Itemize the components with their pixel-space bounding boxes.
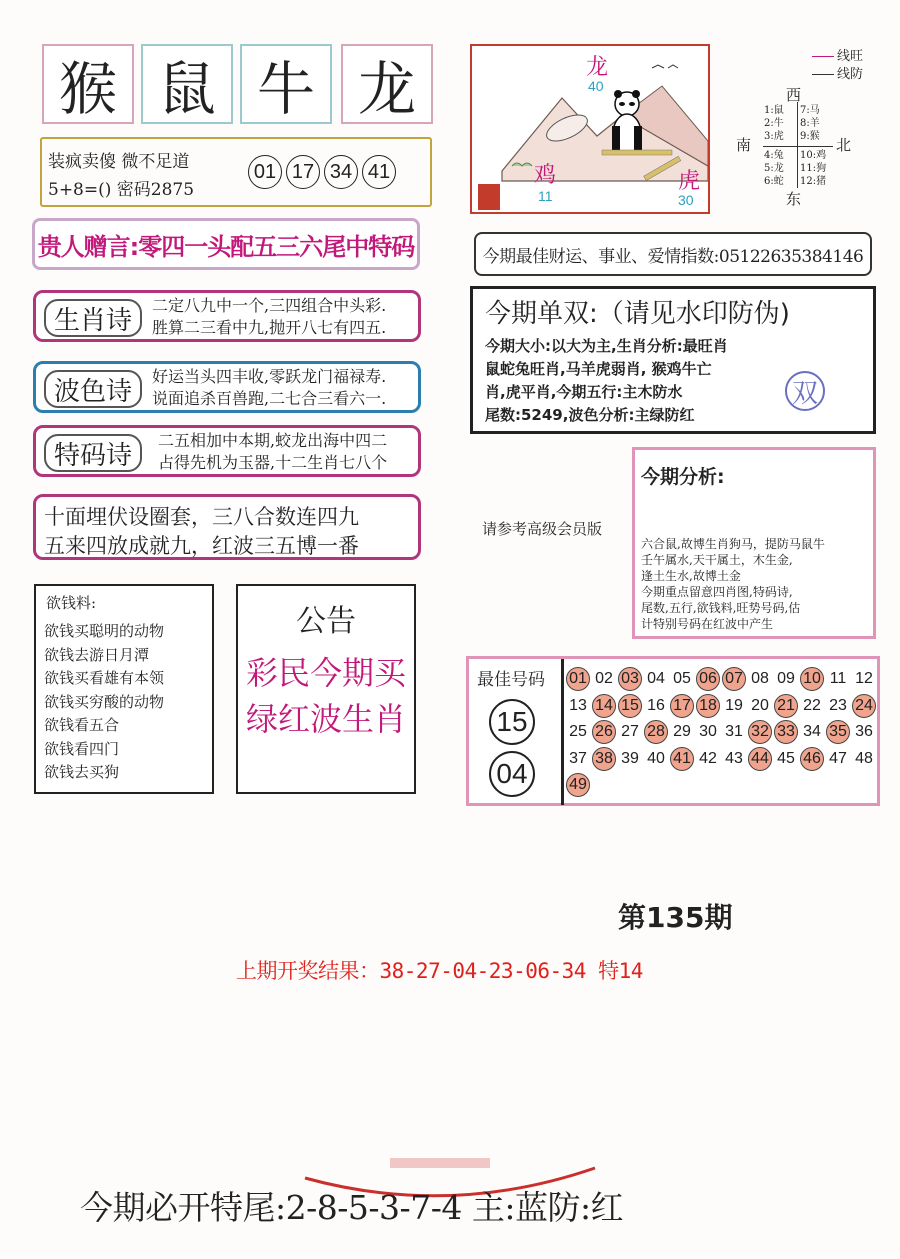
highlighted-number: 03 bbox=[618, 667, 642, 691]
highlighted-number: 01 bbox=[566, 667, 590, 691]
compass-item: 7:马 bbox=[800, 105, 820, 116]
compass-item: 1:鼠 bbox=[764, 105, 784, 116]
money-item: 欲钱买聪明的动物 bbox=[44, 622, 165, 640]
zodiac-char: 猴 bbox=[58, 55, 117, 123]
number: 04 bbox=[647, 670, 665, 687]
red-line-swatch bbox=[812, 56, 834, 57]
compass-v-line bbox=[797, 102, 798, 188]
highlighted-number: 28 bbox=[644, 720, 668, 744]
zodiac-box-4 bbox=[341, 44, 433, 124]
single-double-line: 肖,虎平肖,今期五行:主木防水 bbox=[485, 383, 683, 401]
analysis-line: 逢土生水,故博土金 bbox=[641, 569, 741, 583]
compass-item: 3:虎 bbox=[764, 131, 784, 142]
number: 25 bbox=[569, 723, 587, 740]
number: 34 bbox=[803, 723, 821, 740]
zodiac-char: 鼠 bbox=[157, 55, 216, 123]
poem-line: 二五相加中本期,蛟龙出海中四二 bbox=[158, 431, 388, 450]
fake-number: 34 bbox=[324, 155, 358, 189]
analysis-box bbox=[632, 447, 876, 639]
highlighted-number: 26 bbox=[592, 720, 616, 744]
fake-line-2: 5+8=() 密码2875 bbox=[48, 180, 195, 200]
number: 43 bbox=[725, 749, 743, 767]
dragon-label: 龙 bbox=[586, 55, 609, 80]
compass-item: 2:牛 bbox=[764, 118, 784, 129]
number-grid-row bbox=[566, 773, 878, 800]
single-double-line: 今期大小:以大为主,生肖分析:最旺肖 bbox=[485, 337, 728, 355]
tiger-label: 虎 bbox=[678, 169, 701, 194]
analysis-line: 计特别号码在红波中产生 bbox=[641, 617, 774, 631]
number-grid bbox=[561, 659, 879, 805]
money-item: 欲钱去买狗 bbox=[44, 763, 120, 781]
zodiac-box-1 bbox=[42, 44, 134, 124]
number: 11 bbox=[829, 670, 847, 687]
poem-special bbox=[33, 425, 421, 477]
fake-numbers bbox=[248, 155, 400, 189]
compass-item: 11:狗 bbox=[800, 163, 827, 174]
legend-prosper bbox=[812, 48, 863, 66]
number: 20 bbox=[751, 696, 769, 714]
best-numbers-label: 最佳号码 bbox=[477, 670, 545, 690]
member-note: 请参考高级会员版 bbox=[482, 520, 603, 538]
best-pick: 04 bbox=[489, 751, 535, 797]
single-double-line: 尾数:5249,波色分析:主绿防红 bbox=[485, 406, 695, 424]
gift-text: 贵人赠言:零四一头配五三六尾中特码 bbox=[37, 232, 415, 261]
compass-item: 6:蛇 bbox=[764, 176, 784, 187]
analysis-body bbox=[641, 536, 825, 632]
best-numbers-box bbox=[466, 656, 880, 806]
poem-line: 说面追杀百兽跑,二七合三看六一. bbox=[152, 389, 387, 408]
compass-item: 10:鸡 bbox=[800, 150, 827, 161]
compass-h-line bbox=[763, 146, 833, 147]
fake-number: 41 bbox=[362, 155, 396, 189]
line-legend bbox=[812, 48, 863, 84]
number: 42 bbox=[699, 749, 717, 767]
fake-number: 01 bbox=[248, 155, 282, 189]
number: 02 bbox=[595, 670, 613, 687]
number-grid-row bbox=[566, 694, 878, 721]
single-double-body bbox=[485, 335, 728, 427]
highlighted-number: 18 bbox=[696, 694, 720, 718]
ten-faces-line: 五来四放成就九，红波三五博一番 bbox=[44, 534, 359, 558]
number: 12 bbox=[855, 670, 873, 687]
highlighted-number: 21 bbox=[774, 694, 798, 718]
money-item: 欲钱买穷酸的动物 bbox=[44, 692, 165, 711]
analysis-line: 尾数,五行,欲钱料,旺势号码,估 bbox=[641, 601, 801, 615]
compass-item: 5:龙 bbox=[764, 163, 784, 174]
money-item: 欲钱去游日月潭 bbox=[44, 645, 150, 664]
compass-item: 4:兔 bbox=[764, 150, 784, 161]
highlighted-number: 38 bbox=[592, 747, 616, 771]
number: 36 bbox=[855, 723, 873, 740]
highlighted-number: 46 bbox=[800, 747, 824, 771]
number: 09 bbox=[777, 670, 795, 687]
poem-color bbox=[33, 361, 421, 413]
highlighted-number: 33 bbox=[774, 720, 798, 744]
number-grid-rows bbox=[566, 667, 878, 800]
compass-top-left bbox=[764, 104, 784, 143]
compass bbox=[736, 84, 860, 208]
number: 19 bbox=[725, 696, 743, 714]
number: 47 bbox=[829, 749, 847, 767]
number: 08 bbox=[751, 670, 769, 687]
money-list bbox=[44, 620, 164, 785]
highlighted-number: 14 bbox=[592, 694, 616, 718]
highlighted-number: 32 bbox=[748, 720, 772, 744]
compass-item: 8:羊 bbox=[800, 118, 820, 129]
number-grid-row bbox=[566, 720, 878, 747]
number: 23 bbox=[829, 696, 847, 714]
poem-line: 好运当头四丰收,零跃龙门福禄寿. bbox=[152, 367, 387, 386]
highlighted-number: 41 bbox=[670, 747, 694, 771]
last-result: 上期开奖结果：38-27-04-23-06-34 特14 bbox=[236, 959, 643, 983]
black-line-swatch bbox=[812, 74, 834, 75]
number: 40 bbox=[647, 749, 665, 767]
number: 27 bbox=[621, 723, 639, 740]
zodiac-char: 龙 bbox=[357, 55, 416, 123]
issue-number: 第135期 bbox=[618, 901, 733, 934]
money-box bbox=[34, 584, 214, 794]
luck-index-box bbox=[474, 232, 872, 276]
single-double-line: 鼠蛇兔旺肖,马羊虎弱肖, 猴鸡牛亡 bbox=[485, 360, 712, 378]
tiger-number: 30 bbox=[678, 192, 694, 208]
zodiac-box-2 bbox=[141, 44, 233, 124]
number: 16 bbox=[647, 696, 665, 714]
notice-line: 绿红波生肖 bbox=[245, 700, 406, 738]
compass-bottom-right bbox=[800, 149, 826, 188]
compass-item: 12:猪 bbox=[800, 176, 827, 187]
highlighted-number: 49 bbox=[566, 773, 590, 797]
money-item: 欲钱买看雄有本领 bbox=[44, 669, 165, 687]
highlighted-number: 44 bbox=[748, 747, 772, 771]
number: 37 bbox=[569, 749, 587, 767]
compass-top-right bbox=[800, 104, 820, 143]
highlighted-number: 07 bbox=[722, 667, 746, 691]
number-grid-row bbox=[566, 667, 878, 694]
zodiac-box-3 bbox=[240, 44, 332, 124]
number: 29 bbox=[673, 723, 691, 740]
luck-index-text: 今期最佳财运、事业、爱情指数:05122635384146 bbox=[482, 246, 864, 267]
fake-number: 17 bbox=[286, 155, 320, 189]
compass-north: 北 bbox=[836, 136, 852, 154]
analysis-line: 六合鼠,故博生肖狗马，提防马鼠牛 bbox=[641, 537, 825, 551]
legend-guard bbox=[812, 66, 863, 84]
ten-faces-line: 十面埋伏设圈套，三八合数连四九 bbox=[44, 505, 359, 529]
highlighted-number: 15 bbox=[618, 694, 642, 718]
rooster-number: 11 bbox=[538, 188, 553, 204]
number: 05 bbox=[673, 670, 691, 687]
poem-zodiac bbox=[33, 290, 421, 342]
single-double-box bbox=[470, 286, 876, 434]
notice-line: 彩民今期买 bbox=[245, 654, 406, 692]
poem-label: 波色诗 bbox=[44, 370, 142, 408]
money-item: 欲钱看五合 bbox=[44, 716, 120, 734]
analysis-line: 今期重点留意四肖图,特码诗, bbox=[641, 585, 793, 599]
must-open-tail: 今期必开特尾:2-8-5-3-7-4 主:蓝防:红 bbox=[80, 1188, 624, 1227]
poem-line: 胜算二三看中九,抛开八七有四五. bbox=[152, 318, 387, 337]
number-grid-row bbox=[566, 747, 878, 774]
legend-text: 线旺 bbox=[837, 49, 864, 64]
fake-line-1: 装疯卖傻 微不足道 bbox=[48, 152, 190, 172]
notice-title: 公告 bbox=[296, 604, 356, 639]
number: 22 bbox=[803, 696, 821, 714]
number: 30 bbox=[699, 723, 717, 740]
number: 48 bbox=[855, 749, 873, 767]
ten-faces-box bbox=[33, 494, 421, 560]
gift-banner bbox=[32, 218, 420, 270]
notice-box bbox=[236, 584, 416, 794]
dragon-number: 40 bbox=[588, 78, 604, 94]
compass-east: 东 bbox=[786, 190, 802, 208]
rooster-label: 鸡 bbox=[534, 163, 557, 188]
number: 45 bbox=[777, 749, 795, 767]
fake-box bbox=[40, 137, 432, 207]
number: 39 bbox=[621, 749, 639, 767]
highlighted-number: 24 bbox=[852, 694, 876, 718]
poem-line: 占得先机为玉器,十二生肖七八个 bbox=[158, 453, 388, 472]
poem-label: 特码诗 bbox=[44, 434, 142, 472]
highlighted-number: 10 bbox=[800, 667, 824, 691]
analysis-title: 今期分析: bbox=[641, 466, 725, 488]
legend-text: 线防 bbox=[837, 67, 864, 82]
money-item: 欲钱看四门 bbox=[44, 739, 120, 758]
best-pick: 15 bbox=[489, 699, 535, 745]
compass-south: 南 bbox=[736, 136, 752, 154]
zodiac-painting bbox=[470, 44, 710, 214]
highlighted-number: 35 bbox=[826, 720, 850, 744]
number: 13 bbox=[569, 696, 587, 714]
number: 31 bbox=[725, 723, 743, 740]
compass-west: 西 bbox=[786, 86, 802, 104]
money-title: 欲钱料: bbox=[46, 594, 97, 612]
compass-item: 9:猴 bbox=[800, 131, 820, 142]
zodiac-char: 牛 bbox=[256, 55, 315, 123]
highlighted-number: 06 bbox=[696, 667, 720, 691]
highlighted-number: 17 bbox=[670, 694, 694, 718]
watermark-stamp: 双 bbox=[785, 371, 825, 411]
poem-label: 生肖诗 bbox=[44, 299, 142, 337]
analysis-line: 壬午属水,天干属土，木生金, bbox=[641, 553, 793, 567]
compass-bottom-left bbox=[764, 149, 784, 188]
poem-line: 二定八九中一个,三四组合中头彩. bbox=[152, 296, 387, 315]
single-double-title: 今期单双:（请见水印防伪) bbox=[485, 299, 790, 329]
